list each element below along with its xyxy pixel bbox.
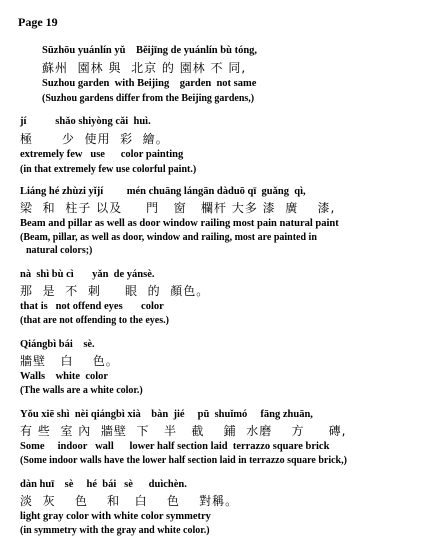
hanzi-line: 梁 和 柱子 以及 門 窗 欄杆 大多 漆 廣 漆, <box>20 201 336 215</box>
gloss-line: Suzhou garden with Beijing garden not same <box>42 78 257 89</box>
hanzi-line: 那 是 不 刺 眼 的 顏色。 <box>20 284 210 298</box>
hanzi-line: 淡 灰 色 和 白 色 對稱。 <box>20 494 239 508</box>
translation-line: (in that extremely few use colorful paint.) <box>20 164 197 175</box>
pinyin-line: dàn huī sè hé bái sè duìchèn. <box>20 479 187 490</box>
hanzi-line: 蘇州 園林 與 北京 的 園林 不 同, <box>42 61 247 75</box>
translation-line: (Some indoor walls have the lower half section laid in terrazzo square brick,) <box>20 455 347 466</box>
translation-line: (Beam, pillar, as well as door, window and railing, most are painted in <box>20 232 317 243</box>
pinyin-line: Qiángbì bái sè. <box>20 339 95 350</box>
gloss-line: that is not offend eyes color <box>20 301 164 312</box>
hanzi-line: 極 少 使用 彩 繪。 <box>20 132 169 146</box>
translation-line: (in symmetry with the gray and white color.) <box>20 525 210 536</box>
pinyin-line: Sūzhōu yuánlín yǔ Běijīng de yuánlín bù tóng, <box>42 45 258 56</box>
translation-line: (that are not offending to the eyes.) <box>20 315 169 326</box>
hanzi-line: 有 些 室 內 牆壁 下 半 截 鋪 水磨 方 磚, <box>20 424 347 438</box>
pinyin-line: jí shǎo shiyòng cǎi huì. <box>20 116 151 127</box>
page-label: Page 19 <box>18 15 58 29</box>
pinyin-line: nà shì bù cì yǎn de yánsè. <box>20 269 155 280</box>
hanzi-line: 牆壁 白 色。 <box>20 354 119 368</box>
gloss-line: light gray color with white color symmetry <box>20 511 211 522</box>
pinyin-line: Liáng hé zhùzi yǐjí mén chuāng lángān dàduō qī guǎng qì, <box>20 186 306 197</box>
gloss-line: Some indoor wall lower half section laid terrazzo square brick <box>20 441 330 452</box>
translation-line-continued: natural colors;) <box>26 245 93 256</box>
gloss-line: Walls white color <box>20 371 109 382</box>
pinyin-line: Yǒu xiē shì nèi qiángbì xià bàn jié pū shuǐmó fāng zhuān, <box>20 409 313 420</box>
gloss-line: extremely few use color painting <box>20 149 184 160</box>
translation-line: (Suzhou gardens differ from the Beijing gardens,) <box>42 93 255 104</box>
gloss-line: Beam and pillar as well as door window railing most pain natural paint <box>20 218 339 229</box>
translation-line: (The walls are a white color.) <box>20 385 143 396</box>
